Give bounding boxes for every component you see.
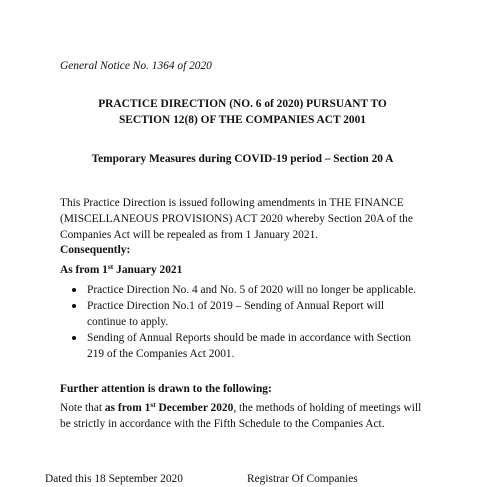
note-line: be strictly in accordance with the Fifth Schedule to the Companies Act. [60,418,385,430]
title-line: PRACTICE DIRECTION (NO. 6 of 2020) PURSUANT TO [98,98,387,110]
registrar-signature: Registrar Of Companies [247,473,358,485]
note-bold-prefix: as from 1 [104,402,151,414]
intro-line: (MISCELLANEOUS PROVISIONS) ACT 2020 whereby Section 20A of the [60,213,413,225]
note-bold-suffix: December 2020 [155,402,234,414]
title-line: SECTION 12(8) OF THE COMPANIES ACT 2001 [118,114,367,126]
document-subtitle: Temporary Measures during COVID-19 period – Section 20 A [91,153,394,165]
bullet-icon [72,288,76,292]
intro-line: Companies Act will be repealed as from 1 January 2021. [60,229,319,241]
document-title [60,96,425,128]
list-item [68,282,428,298]
list-item-line: Sending of Annual Reports should be made in accordance with Section [87,332,411,344]
note-paragraph [60,400,430,432]
list-item-line: Practice Direction No.1 of 2019 – Sending of Annual Report will [87,300,385,312]
note-line [60,400,430,416]
bullet-icon [72,336,76,340]
intro-line: This Practice Direction is issued following amendments in THE FINANCE [60,197,404,209]
as-from-ordinal: st [107,262,114,271]
list-item-line: 219 of the Companies Act 2001. [87,348,235,360]
consequently-heading: Consequently: [60,244,131,256]
further-attention-heading: Further attention is drawn to the following: [60,383,272,395]
list-item [68,298,428,330]
note-rest: , the methods of holding of meetings will [233,402,422,414]
list-item [68,330,428,362]
note-ordinal: st [150,400,156,409]
as-from-suffix: January 2021 [113,264,183,276]
general-notice-number: General Notice No. 1364 of 2020 [60,60,212,72]
bullet-icon [72,304,76,308]
as-from-heading [60,262,182,278]
intro-paragraph [60,195,430,243]
list-item-line: Practice Direction No. 4 and No. 5 of 2020 will no longer be applicable. [87,284,416,296]
measures-list [68,282,428,362]
as-from-prefix: As from 1 [60,264,108,276]
note-prefix: Note that [60,402,105,414]
dated-line: Dated this 18 September 2020 [45,473,183,485]
list-item-line: continue to apply. [87,316,169,328]
note-date-emphasis [105,402,233,414]
